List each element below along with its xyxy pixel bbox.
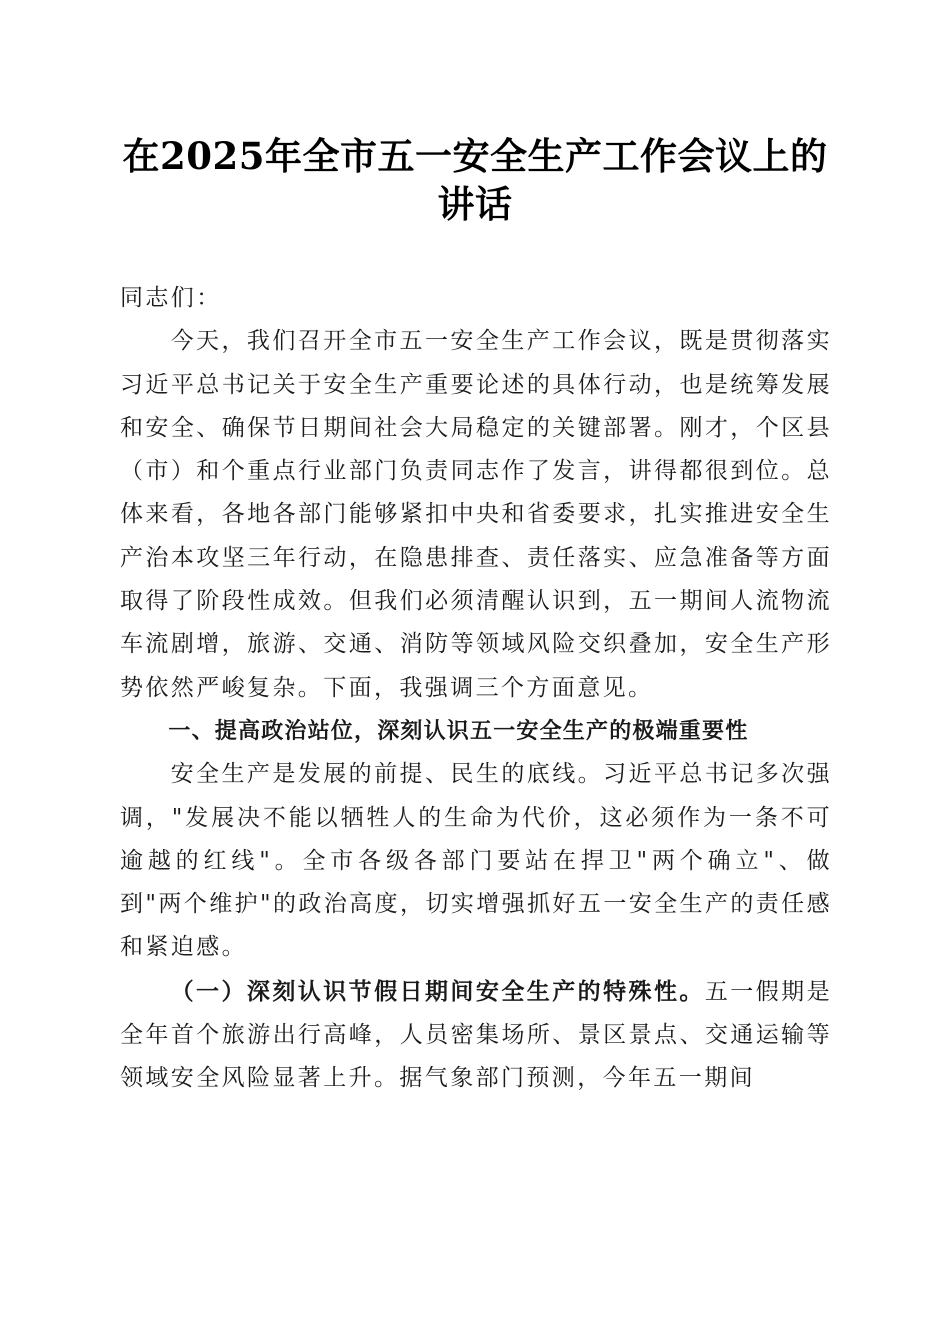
- subsection-1-lead: （一）深刻认识节假日期间安全生产的特殊性。: [170, 977, 705, 1005]
- document-title: 在2025年全市五一安全生产工作会议上的讲话: [122, 134, 828, 226]
- intro-paragraph: 今天，我们召开全市五一安全生产工作会议，既是贯彻落实习近平总书记关于安全生产重要论述的具体行动，也是统筹发展和安全、确保节日期间社会大局稳定的关键部署。刚才，个区县（市）和个重点行业部门负责同志作了发言，讲得都很到位。总体来看，各地各部门能够紧扣中央和省委要求，扎实推进安全生产治本攻坚三年行动，在隐患排查、责任落实、应急准备等方面取得了阶段性成效。但我们必须清醒认识到，五一期间人流物流车流剧增，旅游、交通、消防等领域风险交织叠加，安全生产形势依然严峻复杂。下面，我强调三个方面意见。: [120, 328, 832, 701]
- subsection-1: [120, 970, 832, 1101]
- section-heading-1: 一、提高政治站位，深刻认识五一安全生产的极端重要性: [168, 718, 749, 744]
- document-body: [120, 255, 832, 1101]
- subsection-1-text: 五一假期是全年首个旅游出行高峰，人员密集场所、景区景点、交通运输等领域安全风险显著上升。据气象部门预测，今年五一期间: [120, 978, 833, 1092]
- section1-paragraph: 安全生产是发展的前提、民生的底线。习近平总书记多次强调，"发展决不能以牺牲人的生命为代价，这必须作为一条不可逾越的红线"。全市各级各部门要站在捍卫"两个确立"、做到"两个维护"的政治高度，切实增强抓好五一安全生产的责任感和紧迫感。: [120, 761, 832, 961]
- salutation: 同志们：: [120, 285, 222, 311]
